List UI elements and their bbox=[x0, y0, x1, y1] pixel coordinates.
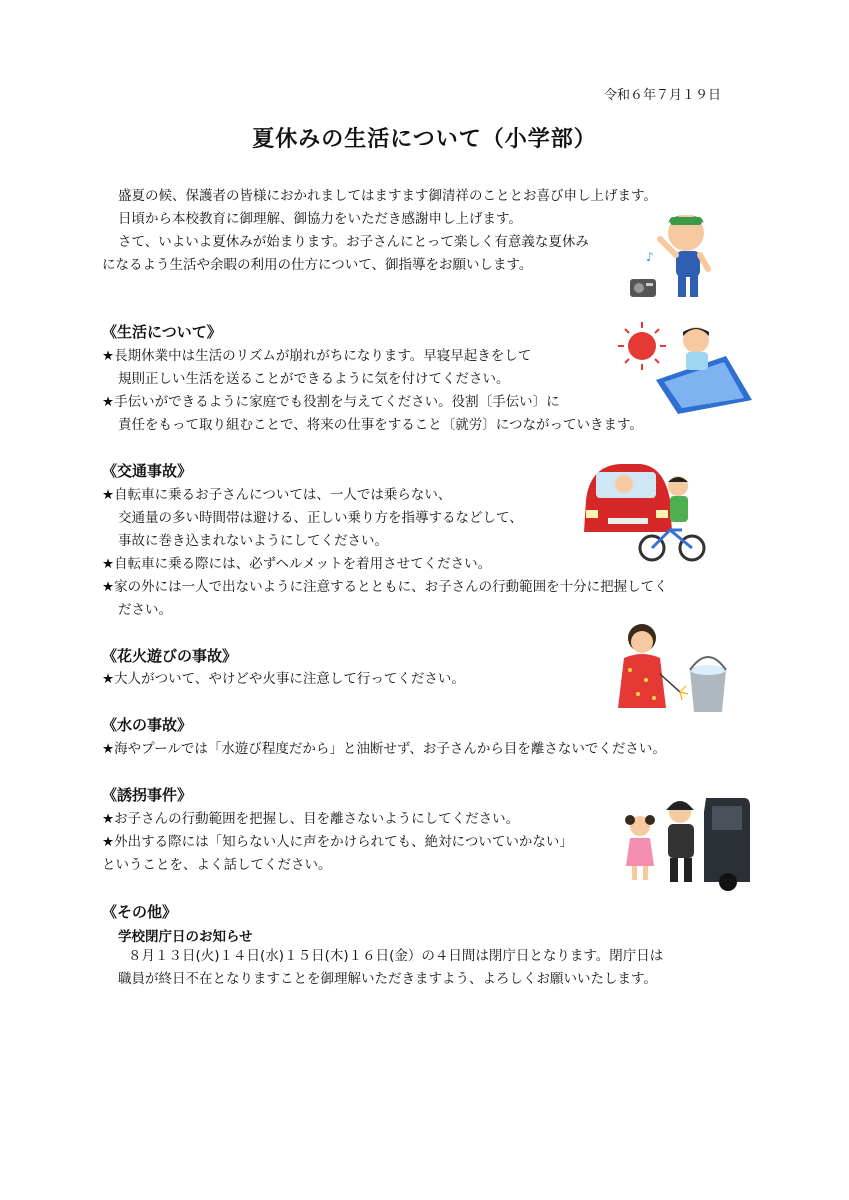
car-bike-illustration bbox=[580, 460, 710, 565]
list-item: ★長期休業中は生活のリズムが崩れがちになります。早寝早起きをして bbox=[102, 348, 532, 364]
list-item: ださい。 bbox=[118, 602, 172, 618]
list-item: 規則正しい生活を送ることができるように気を付けてください。 bbox=[118, 371, 510, 387]
list-item: ★自転車に乗る際には、必ずヘルメットを着用させてください。 bbox=[102, 556, 492, 572]
girl-sparkler-illustration bbox=[610, 620, 730, 720]
list-item: ★お子さんの行動範囲を把握し、目を離さないようにしてください。 bbox=[102, 811, 520, 827]
list-item: 交通量の多い時間帯は避ける、正しい乗り方を指導するなどして、 bbox=[118, 510, 523, 526]
stranger-illustration bbox=[620, 792, 750, 892]
paragraph-line: ８月１３日(火)１４日(水)１５日(木)１６日(金）の４日間は閉庁日となります。閉庁日は bbox=[128, 948, 664, 964]
list-item: ★大人がついて、やけどや火事に注意して行ってください。 bbox=[102, 671, 465, 687]
list-item: ★海やプールでは「水遊び程度だから」と油断せず、お子さんから目を離さないでください。 bbox=[102, 741, 666, 757]
intro-line: さて、いよいよ夏休みが始まります。お子さんにとって楽しく有意義な夏休み bbox=[118, 234, 589, 250]
intro-line: になるよう生活や余暇の利用の仕方について、御指導をお願いします。 bbox=[102, 257, 533, 273]
section-heading-traffic: 《交通事故》 bbox=[102, 462, 193, 480]
list-item: 事故に巻き込まれないようにしてください。 bbox=[118, 533, 388, 549]
list-item: ということを、よく話してください。 bbox=[102, 857, 332, 873]
list-item: ★家の外には一人で出ないように注意するとともに、お子さんの行動範囲を十分に把握してく bbox=[102, 579, 668, 595]
list-item: 責任をもって取り組むことで、将来の仕事をすること〔就労〕につながっていきます。 bbox=[118, 417, 643, 433]
section-heading-other: 《その他》 bbox=[102, 903, 178, 921]
list-item: ★自転車に乗るお子さんについては、一人では乗らない、 bbox=[102, 487, 452, 503]
boy-sleep-illustration bbox=[616, 320, 756, 415]
boy-radio-illustration bbox=[628, 205, 718, 300]
list-item: ★外出する際には「知らない人に声をかけられても、絶対についていかない」 bbox=[102, 834, 573, 850]
svg-text:♪: ♪ bbox=[646, 250, 654, 264]
list-item: ★手伝いができるように家庭でも役割を与えてください。役割〔手伝い〕に bbox=[102, 394, 560, 410]
section-heading-life: 《生活について》 bbox=[102, 323, 222, 341]
paragraph-line: 職員が終日不在となりますことを御理解いただきますよう、よろしくお願いいたします。 bbox=[118, 971, 657, 987]
section-heading-fireworks: 《花火遊びの事故》 bbox=[102, 647, 238, 665]
section-heading-water: 《水の事故》 bbox=[102, 716, 193, 734]
intro-line: 日頃から本校教育に御理解、御協力をいただき感謝申し上げます。 bbox=[118, 211, 522, 227]
subheading-closure-days: 学校閉庁日のお知らせ bbox=[118, 929, 253, 945]
intro-line: 盛夏の候、保護者の皆様におかれましてはますます御清祥のこととお喜び申し上げます。 bbox=[118, 188, 657, 204]
issue-date: 令和６年７月１９日 bbox=[603, 88, 721, 103]
page-title: 夏休みの生活について（小学部） bbox=[252, 127, 597, 152]
section-heading-abduction: 《誘拐事件》 bbox=[102, 786, 193, 804]
